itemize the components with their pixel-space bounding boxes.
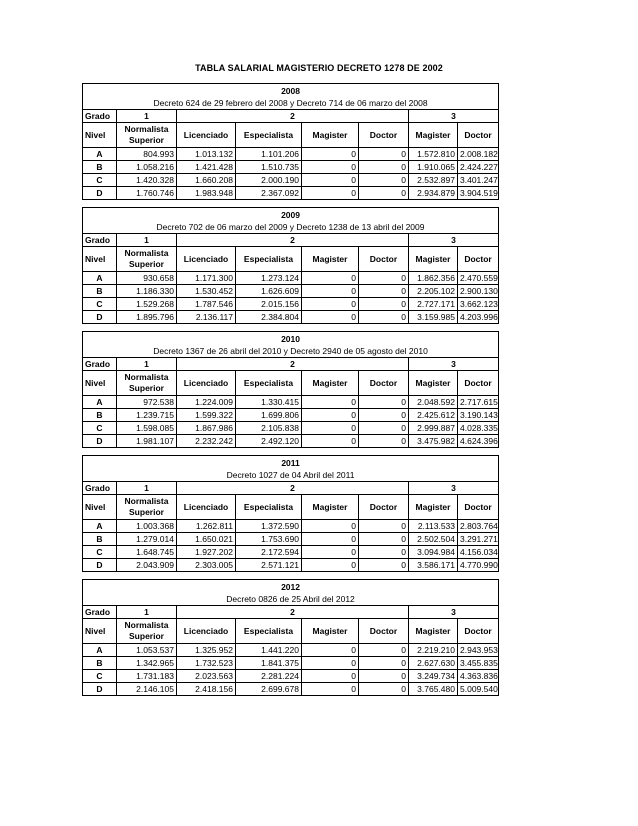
salary-cell: 1.598.085 — [117, 422, 177, 435]
normalista-header: Normalista Superior — [117, 371, 177, 396]
salary-cell: 0 — [359, 298, 409, 311]
nivel-header: Nivel — [83, 371, 117, 396]
level-cell: A — [83, 272, 117, 285]
salary-cell: 2.492.120 — [236, 435, 302, 448]
licenciado-header: Licenciado — [177, 123, 236, 148]
salary-cell: 1.510.735 — [236, 161, 302, 174]
salary-cell: 0 — [302, 683, 359, 696]
salary-cell: 2.015.156 — [236, 298, 302, 311]
table-row — [83, 187, 499, 200]
salary-cell: 1.171.300 — [177, 272, 236, 285]
salary-cell: 0 — [302, 298, 359, 311]
document-title: TABLA SALARIAL MAGISTERIO DECRETO 1278 DE 2002 — [195, 63, 443, 73]
licenciado-header: Licenciado — [177, 371, 236, 396]
especialista-header: Especialista — [236, 371, 302, 396]
salary-cell: 0 — [359, 422, 409, 435]
salary-cell: 2.000.190 — [236, 174, 302, 187]
level-cell: D — [83, 311, 117, 324]
salary-cell: 3.401.247 — [458, 174, 499, 187]
salary-cell: 2.627.630 — [409, 657, 458, 670]
salary-cell: 1.372.590 — [236, 520, 302, 533]
normalista-header: Normalista Superior — [117, 619, 177, 644]
salary-cell: 1.529.268 — [117, 298, 177, 311]
salary-cell: 0 — [359, 520, 409, 533]
licenciado-header: Licenciado — [177, 247, 236, 272]
salary-cell: 1.731.183 — [117, 670, 177, 683]
table-row — [83, 298, 499, 311]
salary-cell: 972.538 — [117, 396, 177, 409]
salary-cell: 0 — [302, 520, 359, 533]
salary-cell: 4.770.990 — [458, 559, 499, 572]
table-decree: Decreto 624 de 29 febrero del 2008 y Decreto 714 de 06 marzo del 2008 — [83, 97, 499, 110]
table-row — [83, 670, 499, 683]
salary-cell: 0 — [302, 148, 359, 161]
magister-header: Magister — [302, 247, 359, 272]
salary-cell: 1.862.356 — [409, 272, 458, 285]
grado-label: Grado — [83, 234, 117, 247]
level-cell: C — [83, 546, 117, 559]
salary-cell: 0 — [302, 670, 359, 683]
grade-2-header: 2 — [177, 234, 409, 247]
doctor-header: Doctor — [359, 247, 409, 272]
salary-cell: 3.662.123 — [458, 298, 499, 311]
table-row — [83, 396, 499, 409]
salary-cell: 1.053.537 — [117, 644, 177, 657]
salary-cell: 0 — [302, 174, 359, 187]
salary-cell: 2.384.804 — [236, 311, 302, 324]
salary-cell: 0 — [359, 409, 409, 422]
salary-cell: 2.571.121 — [236, 559, 302, 572]
salary-cell: 2.424.227 — [458, 161, 499, 174]
salary-cell: 3.249.734 — [409, 670, 458, 683]
salary-cell: 2.303.005 — [177, 559, 236, 572]
magister-header: Magister — [409, 247, 458, 272]
salary-cell: 1.186.330 — [117, 285, 177, 298]
level-cell: B — [83, 657, 117, 670]
salary-cell: 2.934.879 — [409, 187, 458, 200]
grade-1-header: 1 — [117, 606, 177, 619]
salary-cell: 1.101.206 — [236, 148, 302, 161]
salary-cell: 1.648.745 — [117, 546, 177, 559]
salary-tables — [82, 83, 498, 703]
salary-cell: 3.586.171 — [409, 559, 458, 572]
grade-1-header: 1 — [117, 234, 177, 247]
level-cell: C — [83, 298, 117, 311]
salary-cell: 1.927.202 — [177, 546, 236, 559]
table-row — [83, 272, 499, 285]
salary-cell: 0 — [359, 435, 409, 448]
salary-cell: 3.094.984 — [409, 546, 458, 559]
salary-cell: 1.239.715 — [117, 409, 177, 422]
table-row — [83, 533, 499, 546]
table-row — [83, 644, 499, 657]
salary-cell: 1.910.065 — [409, 161, 458, 174]
table-year: 2010 — [83, 332, 499, 346]
nivel-header: Nivel — [83, 247, 117, 272]
salary-cell: 1.981.107 — [117, 435, 177, 448]
salary-cell: 0 — [359, 161, 409, 174]
salary-cell: 2.048.592 — [409, 396, 458, 409]
salary-cell: 3.475.982 — [409, 435, 458, 448]
table-row — [83, 148, 499, 161]
table-row — [83, 409, 499, 422]
level-cell: B — [83, 409, 117, 422]
magister-header: Magister — [409, 123, 458, 148]
level-cell: B — [83, 161, 117, 174]
salary-cell: 2.470.559 — [458, 272, 499, 285]
salary-cell: 1.441.220 — [236, 644, 302, 657]
salary-cell: 1.273.124 — [236, 272, 302, 285]
salary-cell: 0 — [302, 285, 359, 298]
nivel-header: Nivel — [83, 619, 117, 644]
table-row — [83, 285, 499, 298]
level-cell: D — [83, 435, 117, 448]
salary-cell: 0 — [359, 546, 409, 559]
doctor-header: Doctor — [458, 247, 499, 272]
table-year: 2009 — [83, 208, 499, 222]
nivel-header: Nivel — [83, 123, 117, 148]
salary-cell: 2.532.897 — [409, 174, 458, 187]
salary-cell: 930.658 — [117, 272, 177, 285]
salary-cell: 3.190.143 — [458, 409, 499, 422]
table-year: 2008 — [83, 84, 499, 98]
grade-3-header: 3 — [409, 482, 499, 495]
salary-cell: 4.028.335 — [458, 422, 499, 435]
salary-table-4 — [82, 579, 499, 696]
salary-cell: 1.530.452 — [177, 285, 236, 298]
salary-cell: 5.009.540 — [458, 683, 499, 696]
grado-label: Grado — [83, 358, 117, 371]
salary-cell: 0 — [359, 396, 409, 409]
salary-cell: 2.999.887 — [409, 422, 458, 435]
salary-cell: 1.599.322 — [177, 409, 236, 422]
grade-1-header: 1 — [117, 358, 177, 371]
doctor-header: Doctor — [359, 123, 409, 148]
salary-cell: 0 — [359, 657, 409, 670]
normalista-header: Normalista Superior — [117, 123, 177, 148]
magister-header: Magister — [409, 371, 458, 396]
doctor-header: Doctor — [359, 371, 409, 396]
table-row — [83, 546, 499, 559]
grade-3-header: 3 — [409, 110, 499, 123]
table-row — [83, 435, 499, 448]
table-year: 2011 — [83, 456, 499, 470]
especialista-header: Especialista — [236, 495, 302, 520]
salary-cell: 4.363.836 — [458, 670, 499, 683]
salary-cell: 2.900.130 — [458, 285, 499, 298]
salary-cell: 0 — [359, 683, 409, 696]
salary-cell: 1.732.523 — [177, 657, 236, 670]
salary-cell: 0 — [302, 187, 359, 200]
doctor-header: Doctor — [458, 123, 499, 148]
doctor-header: Doctor — [458, 495, 499, 520]
salary-cell: 2.146.105 — [117, 683, 177, 696]
salary-cell: 0 — [359, 533, 409, 546]
salary-cell: 1.753.690 — [236, 533, 302, 546]
salary-cell: 0 — [302, 644, 359, 657]
salary-cell: 2.418.156 — [177, 683, 236, 696]
salary-cell: 1.330.415 — [236, 396, 302, 409]
salary-cell: 1.650.021 — [177, 533, 236, 546]
normalista-header: Normalista Superior — [117, 495, 177, 520]
doctor-header: Doctor — [359, 495, 409, 520]
salary-cell: 2.943.953 — [458, 644, 499, 657]
level-cell: B — [83, 285, 117, 298]
salary-cell: 1.626.609 — [236, 285, 302, 298]
salary-cell: 3.159.985 — [409, 311, 458, 324]
grade-3-header: 3 — [409, 606, 499, 619]
salary-cell: 0 — [359, 174, 409, 187]
salary-cell: 2.717.615 — [458, 396, 499, 409]
salary-cell: 0 — [359, 187, 409, 200]
table-decree: Decreto 0826 de 25 Abril del 2012 — [83, 593, 499, 606]
salary-cell: 2.043.909 — [117, 559, 177, 572]
magister-header: Magister — [302, 371, 359, 396]
salary-cell: 1.760.746 — [117, 187, 177, 200]
grade-3-header: 3 — [409, 234, 499, 247]
salary-cell: 1.262.811 — [177, 520, 236, 533]
salary-cell: 2.113.533 — [409, 520, 458, 533]
salary-cell: 1.572.810 — [409, 148, 458, 161]
table-row — [83, 657, 499, 670]
salary-cell: 0 — [359, 272, 409, 285]
grade-2-header: 2 — [177, 358, 409, 371]
salary-cell: 0 — [302, 422, 359, 435]
salary-cell: 2.502.504 — [409, 533, 458, 546]
salary-table-3 — [82, 455, 499, 572]
grade-1-header: 1 — [117, 482, 177, 495]
salary-cell: 3.904.519 — [458, 187, 499, 200]
grado-label: Grado — [83, 482, 117, 495]
salary-cell: 1.867.986 — [177, 422, 236, 435]
salary-table-0 — [82, 83, 499, 200]
salary-cell: 2.023.563 — [177, 670, 236, 683]
grado-label: Grado — [83, 110, 117, 123]
magister-header: Magister — [302, 495, 359, 520]
level-cell: D — [83, 187, 117, 200]
table-row — [83, 161, 499, 174]
table-year: 2012 — [83, 580, 499, 594]
salary-cell: 4.203.996 — [458, 311, 499, 324]
level-cell: B — [83, 533, 117, 546]
salary-cell: 1.013.132 — [177, 148, 236, 161]
table-row — [83, 422, 499, 435]
salary-cell: 0 — [302, 533, 359, 546]
licenciado-header: Licenciado — [177, 495, 236, 520]
salary-cell: 1.787.546 — [177, 298, 236, 311]
salary-cell: 0 — [359, 644, 409, 657]
salary-cell: 1.003.368 — [117, 520, 177, 533]
salary-cell: 2.136.117 — [177, 311, 236, 324]
table-row — [83, 311, 499, 324]
salary-cell: 1.342.965 — [117, 657, 177, 670]
level-cell: C — [83, 174, 117, 187]
salary-cell: 0 — [302, 559, 359, 572]
salary-cell: 1.420.328 — [117, 174, 177, 187]
level-cell: D — [83, 559, 117, 572]
grade-2-header: 2 — [177, 110, 409, 123]
grade-2-header: 2 — [177, 482, 409, 495]
salary-cell: 2.172.594 — [236, 546, 302, 559]
salary-cell: 0 — [302, 435, 359, 448]
salary-cell: 2.281.224 — [236, 670, 302, 683]
table-decree: Decreto 1367 de 26 abril del 2010 y Decreto 2940 de 05 agosto del 2010 — [83, 345, 499, 358]
salary-cell: 3.455.835 — [458, 657, 499, 670]
salary-cell: 0 — [302, 546, 359, 559]
table-decree: Decreto 702 de 06 marzo del 2009 y Decreto 1238 de 13 abril del 2009 — [83, 221, 499, 234]
salary-cell: 4.156.034 — [458, 546, 499, 559]
salary-cell: 0 — [302, 272, 359, 285]
level-cell: C — [83, 422, 117, 435]
salary-cell: 0 — [302, 161, 359, 174]
salary-cell: 2.803.764 — [458, 520, 499, 533]
salary-cell: 804.993 — [117, 148, 177, 161]
salary-cell: 1.699.806 — [236, 409, 302, 422]
grade-2-header: 2 — [177, 606, 409, 619]
grade-3-header: 3 — [409, 358, 499, 371]
salary-cell: 2.699.678 — [236, 683, 302, 696]
salary-cell: 0 — [359, 311, 409, 324]
salary-cell: 2.232.242 — [177, 435, 236, 448]
salary-cell: 0 — [359, 559, 409, 572]
salary-cell: 0 — [359, 148, 409, 161]
magister-header: Magister — [302, 619, 359, 644]
salary-table-1 — [82, 207, 499, 324]
magister-header: Magister — [409, 619, 458, 644]
level-cell: A — [83, 148, 117, 161]
salary-cell: 2.008.182 — [458, 148, 499, 161]
doctor-header: Doctor — [458, 371, 499, 396]
salary-cell: 0 — [302, 657, 359, 670]
salary-cell: 2.219.210 — [409, 644, 458, 657]
salary-cell: 0 — [302, 409, 359, 422]
level-cell: A — [83, 644, 117, 657]
doctor-header: Doctor — [359, 619, 409, 644]
salary-cell: 2.367.092 — [236, 187, 302, 200]
especialista-header: Especialista — [236, 123, 302, 148]
licenciado-header: Licenciado — [177, 619, 236, 644]
grade-1-header: 1 — [117, 110, 177, 123]
table-decree: Decreto 1027 de 04 Abril del 2011 — [83, 469, 499, 482]
salary-cell: 1.325.952 — [177, 644, 236, 657]
magister-header: Magister — [409, 495, 458, 520]
level-cell: D — [83, 683, 117, 696]
salary-cell: 0 — [359, 670, 409, 683]
salary-cell: 0 — [302, 311, 359, 324]
salary-cell: 3.291.271 — [458, 533, 499, 546]
doctor-header: Doctor — [458, 619, 499, 644]
normalista-header: Normalista Superior — [117, 247, 177, 272]
salary-cell: 1.841.375 — [236, 657, 302, 670]
salary-cell: 2.727.171 — [409, 298, 458, 311]
salary-cell: 1.660.208 — [177, 174, 236, 187]
salary-cell: 2.205.102 — [409, 285, 458, 298]
salary-cell: 1.224.009 — [177, 396, 236, 409]
salary-cell: 4.624.396 — [458, 435, 499, 448]
salary-cell: 1.058.216 — [117, 161, 177, 174]
level-cell: A — [83, 520, 117, 533]
table-row — [83, 559, 499, 572]
salary-cell: 1.421.428 — [177, 161, 236, 174]
nivel-header: Nivel — [83, 495, 117, 520]
salary-cell: 2.105.838 — [236, 422, 302, 435]
table-row — [83, 174, 499, 187]
salary-cell: 3.765.480 — [409, 683, 458, 696]
magister-header: Magister — [302, 123, 359, 148]
salary-cell: 0 — [302, 396, 359, 409]
salary-cell: 1.279.014 — [117, 533, 177, 546]
table-row — [83, 683, 499, 696]
salary-table-2 — [82, 331, 499, 448]
salary-cell: 0 — [359, 285, 409, 298]
especialista-header: Especialista — [236, 619, 302, 644]
level-cell: C — [83, 670, 117, 683]
level-cell: A — [83, 396, 117, 409]
salary-cell: 2.425.612 — [409, 409, 458, 422]
grado-label: Grado — [83, 606, 117, 619]
salary-cell: 1.895.796 — [117, 311, 177, 324]
salary-cell: 1.983.948 — [177, 187, 236, 200]
especialista-header: Especialista — [236, 247, 302, 272]
table-row — [83, 520, 499, 533]
